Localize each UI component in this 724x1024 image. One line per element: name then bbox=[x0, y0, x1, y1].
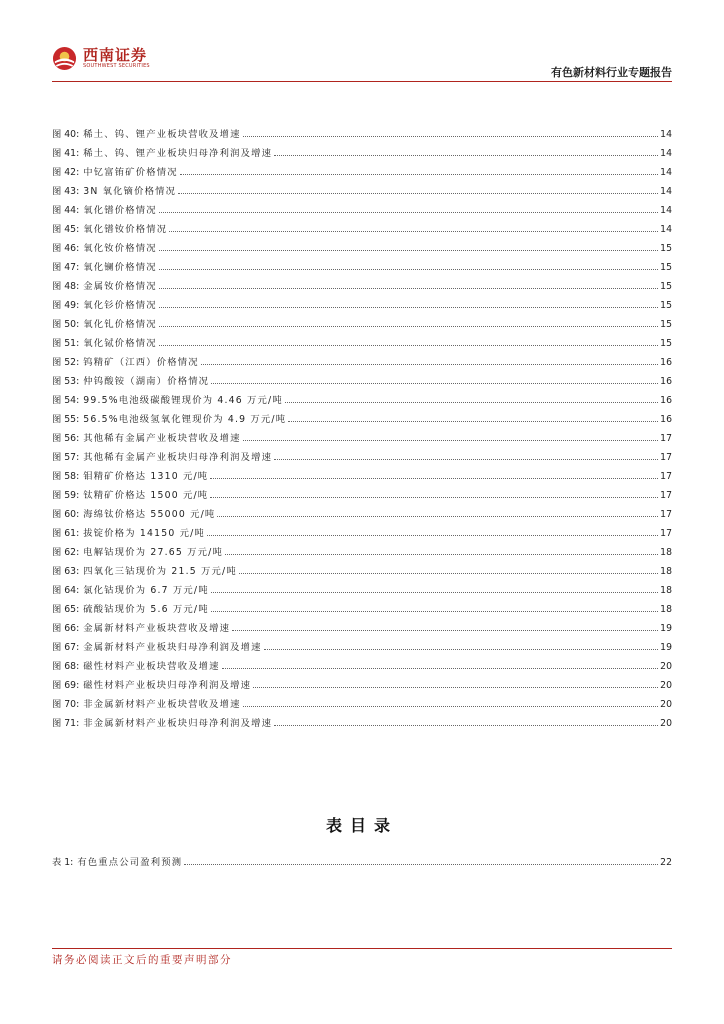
toc-entry-number: 图 49: bbox=[52, 300, 80, 311]
toc-entry-number: 图 64: bbox=[52, 585, 80, 596]
toc-entry-page: 15 bbox=[660, 319, 672, 330]
toc-leader-dots bbox=[180, 174, 658, 175]
toc-entry-number: 图 48: bbox=[52, 281, 80, 292]
figure-list bbox=[52, 121, 672, 729]
toc-leader-dots bbox=[159, 288, 658, 289]
toc-entry-title: 稀土、钨、锂产业板块营收及增速 bbox=[83, 129, 241, 140]
toc-entry-title: 99.5%电池级碳酸锂现价为 4.46 万元/吨 bbox=[83, 395, 283, 406]
toc-entry[interactable] bbox=[52, 849, 672, 868]
toc-entry-number: 图 43: bbox=[52, 186, 80, 197]
toc-entry-page: 17 bbox=[660, 509, 672, 520]
toc-leader-dots bbox=[159, 326, 658, 327]
toc-entry[interactable] bbox=[52, 178, 672, 197]
toc-entry-page: 17 bbox=[660, 452, 672, 463]
toc-leader-dots bbox=[159, 269, 658, 270]
toc-entry[interactable] bbox=[52, 159, 672, 178]
header-divider bbox=[52, 81, 672, 82]
logo-english-name: SOUTHWEST SECURITIES bbox=[83, 63, 150, 69]
toc-leader-dots bbox=[184, 864, 658, 865]
toc-entry-title: 稀土、钨、锂产业板块归母净利润及增速 bbox=[83, 148, 273, 159]
toc-entry-page: 16 bbox=[660, 376, 672, 387]
toc-entry-title: 电解钴现价为 27.65 万元/吨 bbox=[83, 547, 223, 558]
toc-entry[interactable] bbox=[52, 425, 672, 444]
toc-entry-title: 金属钕价格情况 bbox=[83, 281, 157, 292]
toc-entry-number: 图 53: bbox=[52, 376, 80, 387]
toc-entry[interactable] bbox=[52, 501, 672, 520]
toc-leader-dots bbox=[274, 155, 658, 156]
toc-entry-page: 14 bbox=[660, 224, 672, 235]
toc-entry-page: 14 bbox=[660, 205, 672, 216]
toc-entry[interactable] bbox=[52, 444, 672, 463]
toc-entry-title: 氯化钴现价为 6.7 万元/吨 bbox=[83, 585, 209, 596]
toc-leader-dots bbox=[264, 649, 658, 650]
toc-entry-number: 图 69: bbox=[52, 680, 80, 691]
toc-leader-dots bbox=[243, 440, 658, 441]
toc-entry-page: 15 bbox=[660, 243, 672, 254]
toc-entry-page: 18 bbox=[660, 547, 672, 558]
toc-entry-title: 金属新材料产业板块营收及增速 bbox=[83, 623, 231, 634]
toc-entry-page: 17 bbox=[660, 471, 672, 482]
toc-entry-page: 16 bbox=[660, 357, 672, 368]
toc-entry-number: 图 45: bbox=[52, 224, 80, 235]
toc-entry-number: 图 66: bbox=[52, 623, 80, 634]
footer-disclaimer: 请务必阅读正文后的重要声明部分 bbox=[52, 954, 232, 966]
toc-entry[interactable] bbox=[52, 634, 672, 653]
toc-entry-page: 16 bbox=[660, 395, 672, 406]
toc-entry-number: 图 50: bbox=[52, 319, 80, 330]
toc-entry-page: 20 bbox=[660, 718, 672, 729]
toc-entry-title: 非金属新材料产业板块营收及增速 bbox=[83, 699, 241, 710]
toc-leader-dots bbox=[210, 478, 658, 479]
toc-entry-title: 56.5%电池级氢氧化锂现价为 4.9 万元/吨 bbox=[83, 414, 287, 425]
toc-entry-title: 其他稀有金属产业板块归母净利润及增速 bbox=[83, 452, 273, 463]
footer-divider bbox=[52, 948, 672, 949]
toc-entry-number: 图 47: bbox=[52, 262, 80, 273]
toc-entry-title: 拔锭价格为 14150 元/吨 bbox=[83, 528, 205, 539]
toc-entry-title: 仲钨酸铵（湖南）价格情况 bbox=[83, 376, 210, 387]
toc-entry-page: 20 bbox=[660, 699, 672, 710]
toc-leader-dots bbox=[288, 421, 658, 422]
toc-entry-page: 17 bbox=[660, 528, 672, 539]
toc-entry-number: 图 42: bbox=[52, 167, 80, 178]
toc-leader-dots bbox=[222, 668, 658, 669]
toc-entry-page: 18 bbox=[660, 566, 672, 577]
toc-entry-number: 图 71: bbox=[52, 718, 80, 729]
toc-leader-dots bbox=[169, 231, 658, 232]
toc-entry[interactable] bbox=[52, 330, 672, 349]
toc-leader-dots bbox=[274, 725, 658, 726]
toc-leader-dots bbox=[207, 535, 658, 536]
toc-leader-dots bbox=[211, 592, 658, 593]
toc-entry-title: 氧化钐价格情况 bbox=[83, 300, 157, 311]
toc-entry-number: 图 44: bbox=[52, 205, 80, 216]
sun-logo-icon bbox=[52, 46, 77, 71]
toc-entry-title: 氧化钆价格情况 bbox=[83, 319, 157, 330]
toc-entry-page: 17 bbox=[660, 490, 672, 501]
toc-leader-dots bbox=[243, 136, 658, 137]
toc-entry-page: 15 bbox=[660, 300, 672, 311]
toc-entry-title: 氧化镨价格情况 bbox=[83, 205, 157, 216]
toc-entry-number: 图 68: bbox=[52, 661, 80, 672]
toc-leader-dots bbox=[159, 345, 658, 346]
toc-entry-title: 氧化镧价格情况 bbox=[83, 262, 157, 273]
toc-entry[interactable] bbox=[52, 197, 672, 216]
toc-entry-number: 图 63: bbox=[52, 566, 80, 577]
toc-entry-title: 中钇富铕矿价格情况 bbox=[83, 167, 178, 178]
toc-entry-title: 磁性材料产业板块归母净利润及增速 bbox=[83, 680, 252, 691]
toc-entry-page: 14 bbox=[660, 167, 672, 178]
toc-entry-title: 硫酸钴现价为 5.6 万元/吨 bbox=[83, 604, 209, 615]
toc-entry-number: 图 52: bbox=[52, 357, 80, 368]
toc-entry-title: 钨精矿（江西）价格情况 bbox=[83, 357, 199, 368]
company-logo bbox=[52, 44, 152, 74]
toc-entry[interactable] bbox=[52, 368, 672, 387]
toc-entry[interactable] bbox=[52, 254, 672, 273]
toc-leader-dots bbox=[201, 364, 658, 365]
toc-entry[interactable] bbox=[52, 520, 672, 539]
toc-entry-page: 16 bbox=[660, 414, 672, 425]
toc-entry[interactable] bbox=[52, 311, 672, 330]
toc-leader-dots bbox=[211, 383, 658, 384]
toc-entry[interactable] bbox=[52, 653, 672, 672]
toc-entry[interactable] bbox=[52, 577, 672, 596]
toc-leader-dots bbox=[210, 497, 658, 498]
toc-entry-title: 磁性材料产业板块营收及增速 bbox=[83, 661, 220, 672]
toc-entry-page: 18 bbox=[660, 585, 672, 596]
toc-entry-title: 其他稀有金属产业板块营收及增速 bbox=[83, 433, 241, 444]
toc-leader-dots bbox=[232, 630, 658, 631]
toc-leader-dots bbox=[225, 554, 658, 555]
toc-entry-number: 图 40: bbox=[52, 129, 80, 140]
toc-entry-number: 图 70: bbox=[52, 699, 80, 710]
toc-entry[interactable] bbox=[52, 615, 672, 634]
toc-entry[interactable] bbox=[52, 406, 672, 425]
toc-entry-page: 19 bbox=[660, 642, 672, 653]
toc-entry[interactable] bbox=[52, 463, 672, 482]
toc-entry[interactable] bbox=[52, 539, 672, 558]
toc-entry-title: 金属新材料产业板块归母净利润及增速 bbox=[83, 642, 262, 653]
toc-entry-page: 22 bbox=[660, 857, 672, 868]
toc-entry-number: 图 60: bbox=[52, 509, 80, 520]
toc-entry-page: 14 bbox=[660, 186, 672, 197]
toc-leader-dots bbox=[239, 573, 658, 574]
toc-entry[interactable] bbox=[52, 273, 672, 292]
toc-leader-dots bbox=[211, 611, 658, 612]
toc-entry-title: 3N 氧化镝价格情况 bbox=[83, 186, 177, 197]
toc-leader-dots bbox=[285, 402, 658, 403]
toc-entry-number: 图 58: bbox=[52, 471, 80, 482]
table-list-heading: 表目录 bbox=[325, 816, 398, 835]
toc-entry-title: 氧化钕价格情况 bbox=[83, 243, 157, 254]
toc-entry[interactable] bbox=[52, 691, 672, 710]
toc-leader-dots bbox=[274, 459, 658, 460]
toc-entry-number: 图 41: bbox=[52, 148, 80, 159]
toc-entry-number: 图 61: bbox=[52, 528, 80, 539]
toc-entry-page: 20 bbox=[660, 661, 672, 672]
toc-entry[interactable] bbox=[52, 121, 672, 140]
toc-entry-page: 14 bbox=[660, 148, 672, 159]
toc-entry[interactable] bbox=[52, 235, 672, 254]
toc-leader-dots bbox=[159, 250, 658, 251]
toc-entry[interactable] bbox=[52, 387, 672, 406]
logo-chinese-name: 西南证券 bbox=[83, 46, 148, 64]
toc-entry-number: 图 51: bbox=[52, 338, 80, 349]
report-title: 有色新材料行业专题报告 bbox=[551, 66, 672, 79]
toc-entry-page: 18 bbox=[660, 604, 672, 615]
toc-leader-dots bbox=[253, 687, 658, 688]
toc-entry-number: 图 55: bbox=[52, 414, 80, 425]
toc-entry-number: 图 46: bbox=[52, 243, 80, 254]
toc-entry-number: 表 1: bbox=[52, 857, 74, 868]
toc-entry[interactable] bbox=[52, 140, 672, 159]
toc-entry-title: 有色重点公司盈利预测 bbox=[77, 857, 183, 868]
toc-entry[interactable] bbox=[52, 596, 672, 615]
toc-entry-number: 图 59: bbox=[52, 490, 80, 501]
toc-entry-title: 钼精矿价格达 1310 元/吨 bbox=[83, 471, 209, 482]
toc-entry-title: 钛精矿价格达 1500 元/吨 bbox=[83, 490, 209, 501]
toc-leader-dots bbox=[243, 706, 658, 707]
toc-entry-page: 15 bbox=[660, 262, 672, 273]
toc-leader-dots bbox=[217, 516, 658, 517]
toc-entry-page: 17 bbox=[660, 433, 672, 444]
toc-entry-number: 图 62: bbox=[52, 547, 80, 558]
toc-leader-dots bbox=[159, 212, 658, 213]
toc-leader-dots bbox=[159, 307, 658, 308]
toc-entry-page: 15 bbox=[660, 338, 672, 349]
toc-entry-title: 四氧化三钴现价为 21.5 万元/吨 bbox=[83, 566, 237, 577]
toc-entry-title: 海绵钛价格达 55000 元/吨 bbox=[83, 509, 216, 520]
toc-entry[interactable] bbox=[52, 558, 672, 577]
toc-entry-page: 14 bbox=[660, 129, 672, 140]
toc-entry[interactable] bbox=[52, 216, 672, 235]
toc-entry-number: 图 65: bbox=[52, 604, 80, 615]
toc-entry[interactable] bbox=[52, 710, 672, 729]
table-list bbox=[52, 849, 672, 868]
toc-entry-number: 图 57: bbox=[52, 452, 80, 463]
toc-entry[interactable] bbox=[52, 349, 672, 368]
toc-entry-number: 图 67: bbox=[52, 642, 80, 653]
toc-entry-title: 氧化铽价格情况 bbox=[83, 338, 157, 349]
toc-entry[interactable] bbox=[52, 482, 672, 501]
toc-entry-title: 氧化镨钕价格情况 bbox=[83, 224, 168, 235]
toc-entry-number: 图 54: bbox=[52, 395, 80, 406]
toc-entry-title: 非金属新材料产业板块归母净利润及增速 bbox=[83, 718, 273, 729]
toc-entry-page: 20 bbox=[660, 680, 672, 691]
toc-entry-page: 19 bbox=[660, 623, 672, 634]
toc-entry-page: 15 bbox=[660, 281, 672, 292]
toc-entry[interactable] bbox=[52, 672, 672, 691]
toc-entry-number: 图 56: bbox=[52, 433, 80, 444]
toc-entry[interactable] bbox=[52, 292, 672, 311]
toc-leader-dots bbox=[178, 193, 658, 194]
